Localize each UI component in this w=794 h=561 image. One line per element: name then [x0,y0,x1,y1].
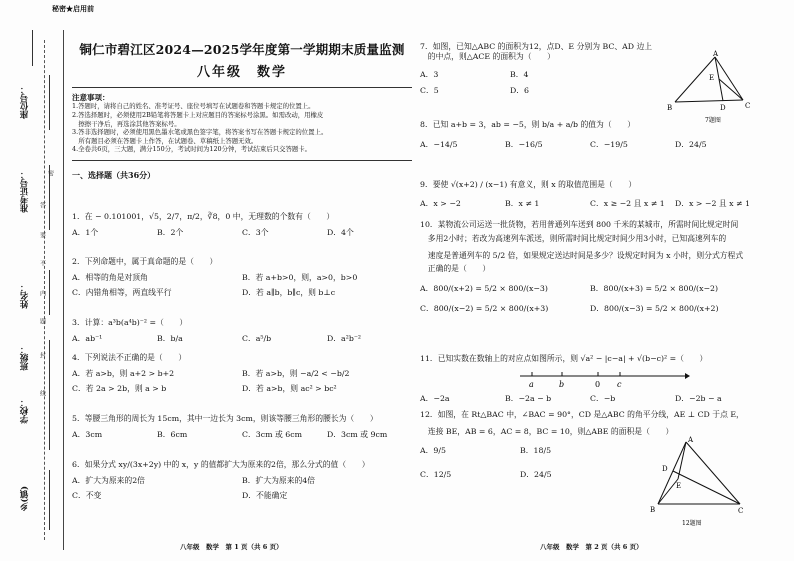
question-stem: 2．下列命题中，属于真命题的是（ ） [72,257,218,266]
option-a: A．ab⁻¹ [72,333,103,343]
q12-label-e: E [676,482,682,490]
seal-word: 密 [46,170,54,176]
q12-bisector-cd [673,471,740,504]
option-a: A．x > −2 [420,198,461,208]
option-a: A．−14/5 [420,139,458,149]
axis-label-0: 0 [595,380,601,389]
question-4 [72,353,412,394]
option-c: C．5 [420,86,439,96]
option-d: D．x > −2 且 x ≠ 1 [675,198,751,208]
option-a: A．9/5 [420,446,446,456]
class-school-underline [49,340,50,450]
option-a: A．1个 [72,227,99,237]
note-line: 1.答题时，请将自己的姓名、准考证号、座位号填写在试题卷和答题卡规定的位置上。 [72,102,315,111]
option-c: C．3cm 或 6cm [242,429,302,439]
name-label: 姓名： [20,283,30,309]
exam-no-label: 准考证号： [20,170,30,213]
name-underline [49,270,50,315]
note-line: 擦擦干净后，再选涂其他答案标号。 [72,119,181,128]
q12-caption: 12题图 [682,520,702,527]
seal-word: 要 [38,232,46,238]
option-c: C．若 2a > 2b，则 a > b [72,384,167,394]
question-11 [420,354,760,364]
option-d: D．800/(x−3) = 5/2 × 800/(x+2) [590,303,719,313]
q12-label-b: B [650,506,656,514]
class-label: 班级： [20,345,30,371]
option-b: B．若 a+b>0，则，a>0，b>0 [242,272,358,282]
town-underline [49,470,50,530]
option-a: A．若 a>b，则 a+2 > b+2 [72,368,175,378]
option-b: B．若 a>b，则 −a/2 < −b/2 [242,368,350,378]
option-d: D．24/5 [520,470,552,480]
q7-figure [665,50,755,130]
option-c: C．a⁵/b [242,333,272,343]
option-c: C．12/5 [420,470,452,480]
question-1 [72,212,412,237]
question-stem-line: 正确的是（ ） [420,264,491,274]
left-column [72,42,412,542]
secret-label: 秘密★启用前 [52,4,94,13]
option-d: D．若 a>b，则 ac² > bc² [242,384,337,394]
option-a: A．−2a [420,394,450,403]
q12-label-a: A [688,436,694,444]
q12-edge-ac [686,442,740,504]
q12-label-d: D [662,465,668,473]
page-footer-left: 八年级 数学 第 1 页（共 6 页） [180,542,283,551]
question-6 [72,460,412,501]
strip-border-line [63,30,64,550]
option-c: C．800/(x−2) = 5/2 × 800/(x+3) [420,303,549,313]
q11-number-line [520,368,690,390]
seal-word: 线 [38,390,46,396]
option-b: B．x ≠ 1 [505,198,540,208]
note-line: 2.答选择题时，必须使用2B铅笔将答题卡上对应题目的答案标号涂黑。如需改动，用橡皮 [72,110,324,119]
question-5 [72,414,412,439]
question-stem: 7．如图，已知△ABC 的面积为12，点D、E 分别为 BC、AD 边上 [420,42,653,51]
q12-figure [648,434,748,534]
note-line: 所有题目必须在答题卡上作答，在试题卷、草稿纸上答题无效。 [72,136,258,145]
school-label: 学校： [20,398,30,424]
option-a: A．3 [420,70,439,80]
question-stem-line: 速度是普通列车的 5/2 倍，如果规定送达时间是多少？设规定时间为 x 小时，则分式方程式 [420,251,744,261]
axis-label-b: b [559,380,565,389]
question-stem: 4．下列说法不正确的是（ ） [72,353,187,362]
option-c: C．内错角相等，两直线平行 [72,288,172,298]
number-line-arrow [685,373,690,379]
section-heading: 一、选择题（共36分） [72,170,156,181]
question-stem-line: 连接 BE，AB = 6，AC = 8，BC = 10，则△ABE 的面积是（ ） [420,426,674,436]
q7-edge-bc [675,100,743,102]
q7-label-c: C [745,102,751,110]
question-stem: 5．等腰三角形的周长为 15cm，其中一边长为 3cm，则该等腰三角形的腰长为（ ） [72,414,378,423]
option-c: C．3个 [242,227,269,237]
option-a: A．800/(x+2) = 5/2 × 800/(x−3) [420,283,548,293]
question-stem: 的中点，则△ACE 的面积为（ ） [420,51,555,61]
q12-label-c: C [738,507,744,515]
option-a: A．3cm [72,429,103,439]
question-9 [420,180,760,208]
title-divider [72,87,412,88]
option-b: B．4 [510,70,529,80]
notes-heading: 注意事项： [72,92,110,102]
right-column [420,42,760,542]
option-b: B．−16/5 [505,139,543,149]
seal-word: 封 [38,352,46,358]
seal-word: 内 [38,290,46,296]
option-d: D．3cm 或 9cm [327,429,388,439]
exam-title: 铜仁市碧江区2024—2025学年度第一学期期末质量监测 [79,42,405,57]
question-stem-line: 12．如图，在 Rt△BAC 中，∠BAC = 90°，CD 是△ABC 的角平分线，AE ⊥ CD 于点 E， [420,410,744,419]
option-b: B．800/(x+3) = 5/2 × 800/(x−2) [590,283,719,293]
option-d: D．若 a∥b，b∥c，则 b⊥c [242,288,336,298]
q7-caption: 7题图 [705,117,721,124]
axis-label-a: a [529,380,534,389]
option-b: B．18/5 [520,446,552,456]
option-b: B．−2a − b [505,394,552,403]
question-stem: 8．已知 a+b = 3，ab = −5，则 b/a + a/b 的值为（ ） [420,120,636,129]
seal-word: 题 [38,318,46,324]
note-line: 4.全卷共6页，三大题，满分150分，考试时间为120分钟，考试结束后只交答题卡。 [72,145,312,154]
question-10 [420,220,760,313]
option-c: C．−b [590,394,616,403]
seal-word: 不 [38,260,46,266]
axis-label-c: c [617,380,622,389]
question-stem-line: 10．某物流公司运送一批货物，若用普通列车送到 800 千米的某城市，所需时间比规定时间 [420,220,739,229]
question-stem: 9．要使 √(x+2) / (x−1) 有意义，则 x 的取值范围是（ ） [420,180,637,189]
question-stem: 11．已知实数在数轴上的对应点如图所示，则 √a² − |c−a| + √(b−c)² =（ ） [420,354,708,363]
option-c: C．−19/5 [590,139,628,149]
option-d: D．a²b⁻² [327,333,362,343]
option-d: D．4个 [327,227,354,237]
q7-label-e: E [709,74,715,82]
seat-underline [49,75,50,130]
q12-edge-ab [658,442,686,504]
option-c: C．不变 [72,491,102,501]
option-b: B．6cm [157,429,188,439]
exam-subtitle: 八年级 数学 [196,64,287,80]
question-2 [72,257,412,298]
q7-label-b: B [667,104,673,112]
option-a: A．扩大为原来的2倍 [72,475,145,485]
option-c: C．x ≥ −2 且 x ≠ 1 [590,198,665,208]
strip-top-line [32,30,33,66]
option-d: D．−2b − a [675,394,722,403]
notes-divider [72,160,412,161]
question-stem: 3．计算：a³b(a⁴b)⁻² =（ ） [72,318,188,327]
question-7 [420,42,670,96]
page-footer-right: 八年级 数学 第 2 页（共 6 页） [540,542,643,551]
q12-segment-ae [678,442,686,479]
q7-label-a: A [713,50,719,58]
option-b: B．2个 [157,227,184,237]
note-line: 3.答非选择题时，必须使用黑色墨水笔或黑色签字笔，将答案书写在答题卡规定的位置上。 [72,128,328,137]
question-stem: 1．在 − 0.101001，√5，2/7，π/2，∛8，0 中，无理数的个数有（ ） [72,212,335,221]
option-b: B．扩大为原来的4倍 [242,475,316,485]
question-stem: 6．如果分式 xy/(3x+2y) 中的 x，y 的值都扩大为原来的2倍，那么分式的值（ ） [72,460,370,469]
option-d: D．24/5 [675,139,707,149]
option-d: D．6 [510,86,530,96]
option-a: A．相等的角是对顶角 [72,272,148,282]
seal-word: 答 [38,202,46,208]
question-8 [420,120,760,149]
binding-strip [0,0,68,561]
option-b: B．b/a [157,333,183,343]
q7-label-d: D [720,104,726,112]
question-11-options [420,394,760,404]
town-label: 乡(镇) [20,486,30,512]
seat-label: 座位号： [20,85,30,119]
option-d: D．不能确定 [242,491,288,501]
question-stem-line: 多用2小时；若改为高速列车派送，则所需时间比规定时间少用3小时，已知高速列车的 [420,233,727,243]
question-3 [72,318,412,343]
